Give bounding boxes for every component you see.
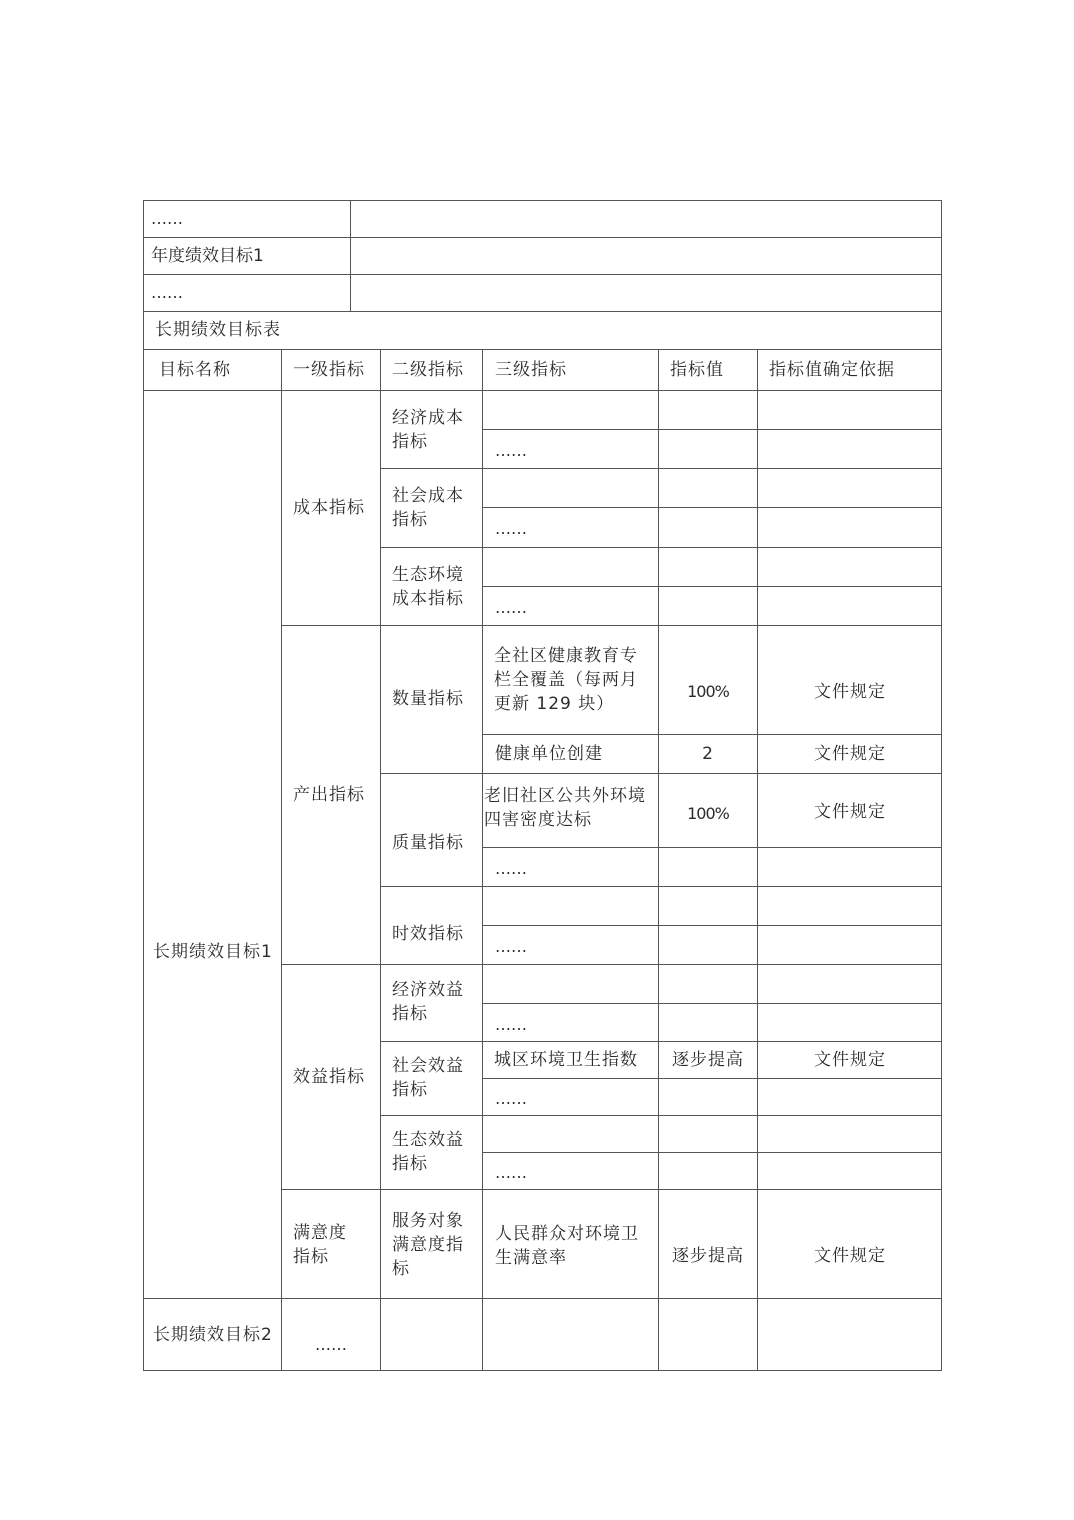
header-level2: 二级指标: [392, 359, 464, 380]
level1-satisfaction: 满意度指标: [293, 1223, 347, 1267]
level1-output: 产出指标: [293, 784, 365, 805]
annual-row-3-value[interactable]: [351, 274, 941, 311]
level2-eco-benefit: 生态效益指标: [392, 1130, 464, 1174]
value-satisfaction-item1: 逐步提高: [672, 1246, 744, 1266]
level3-quality-more: ……: [495, 859, 527, 878]
level3-quantity-item1: 全社区健康教育专栏全覆盖（每两月更新 129 块）: [494, 646, 638, 714]
annual-row-1-label: ……: [151, 208, 183, 228]
level3-timeliness-more: ……: [495, 937, 527, 956]
header-goal-name: 目标名称: [159, 359, 231, 380]
level3-social-benefit-item1: 城区环境卫生指数: [494, 1049, 638, 1070]
level1-benefit: 效益指标: [293, 1066, 365, 1087]
header-value: 指标值: [670, 359, 724, 380]
level2-quality: 质量指标: [392, 833, 464, 853]
level2-quantity: 数量指标: [392, 689, 464, 709]
level3-economic-benefit-more: ……: [495, 1015, 527, 1034]
level3-social-cost-more: ……: [495, 519, 527, 538]
annual-row-2-label: 年度绩效目标1: [151, 245, 264, 266]
level3-quantity-item2: 健康单位创建: [495, 744, 603, 764]
level2-eco-cost: 生态环境成本指标: [392, 565, 464, 609]
section-title: 长期绩效目标表: [155, 320, 281, 340]
level2-economic-benefit: 经济效益指标: [392, 980, 464, 1024]
header-level1: 一级指标: [293, 359, 365, 380]
header-level3: 三级指标: [495, 359, 567, 380]
basis-quality-item1: 文件规定: [814, 802, 886, 822]
annual-row-2-value[interactable]: [351, 237, 941, 274]
level3-satisfaction-item1: 人民群众对环境卫生满意率: [495, 1224, 639, 1268]
value-quality-item1: 100%: [687, 804, 729, 823]
goal2-level1: ……: [315, 1335, 347, 1354]
level3-social-benefit-more: ……: [495, 1089, 527, 1108]
value-quantity-item1: 100%: [687, 682, 729, 701]
annual-row-3-label: ……: [151, 282, 183, 302]
basis-social-benefit-item1: 文件规定: [814, 1049, 886, 1070]
value-social-benefit-item1: 逐步提高: [672, 1049, 744, 1070]
level2-service-satisfaction: 服务对象满意度指标: [392, 1211, 464, 1279]
level2-social-benefit: 社会效益指标: [392, 1056, 464, 1100]
level1-cost: 成本指标: [293, 497, 365, 518]
level3-quality-item1: 老旧社区公共外环境四害密度达标: [484, 786, 646, 830]
level3-eco-benefit-more: ……: [495, 1163, 527, 1182]
goal2-name: 长期绩效目标2: [153, 1325, 273, 1345]
annual-row-1-value[interactable]: [351, 200, 941, 237]
basis-quantity-item2: 文件规定: [814, 744, 886, 764]
level3-economic-cost-more: ……: [495, 441, 527, 460]
performance-goal-table: [143, 200, 942, 1371]
level2-timeliness: 时效指标: [392, 924, 464, 944]
goal1-name: 长期绩效目标1: [153, 942, 273, 962]
level2-social-cost: 社会成本指标: [392, 486, 464, 530]
value-quantity-item2: 2: [702, 744, 714, 764]
basis-satisfaction-item1: 文件规定: [814, 1246, 886, 1266]
level2-economic-cost: 经济成本指标: [392, 408, 464, 452]
header-basis: 指标值确定依据: [769, 359, 895, 380]
basis-quantity-item1: 文件规定: [814, 682, 886, 702]
level3-eco-cost-more: ……: [495, 598, 527, 617]
